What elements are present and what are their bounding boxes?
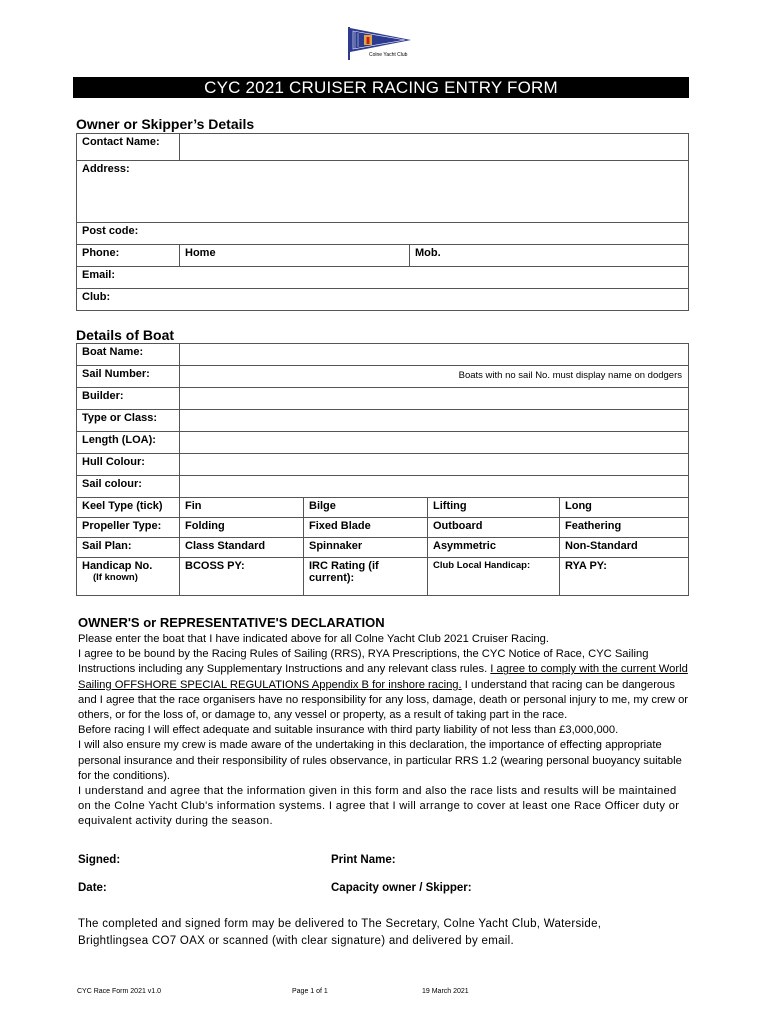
- irc-rating-label: IRC Rating (if current):: [309, 560, 379, 584]
- propeller-option-outboard[interactable]: Outboard: [428, 518, 560, 538]
- irc-rating-field[interactable]: [304, 558, 428, 596]
- mobile-phone-field[interactable]: [410, 245, 689, 267]
- rya-py-field[interactable]: [560, 558, 689, 596]
- type-class-label: Type or Class:: [77, 410, 180, 432]
- keel-option-fin[interactable]: Fin: [180, 498, 304, 518]
- delivery-instructions: [78, 916, 678, 950]
- hull-colour-field[interactable]: [180, 454, 689, 476]
- type-class-field[interactable]: [180, 410, 689, 432]
- mob-label: Mob.: [415, 247, 441, 259]
- bcoss-py-field[interactable]: [180, 558, 304, 596]
- capacity-label: Capacity owner / Skipper:: [331, 882, 472, 894]
- builder-label: Builder:: [77, 388, 180, 410]
- propeller-type-label: Propeller Type:: [77, 518, 180, 538]
- post-code-field[interactable]: [77, 223, 689, 245]
- phone-label: Phone:: [77, 245, 180, 267]
- propeller-option-fixed-blade[interactable]: Fixed Blade: [304, 518, 428, 538]
- length-field[interactable]: [180, 432, 689, 454]
- boat-name-label: Boat Name:: [77, 344, 180, 366]
- delivery-line-1: The completed and signed form may be delivered to The Secretary, Colne Yacht Club, Waterside,: [78, 918, 602, 930]
- sail-plan-option-class-standard[interactable]: Class Standard: [180, 538, 304, 558]
- rya-py-label: RYA PY:: [565, 560, 607, 572]
- builder-field[interactable]: [180, 388, 689, 410]
- sail-colour-field[interactable]: [180, 476, 689, 498]
- declaration-osr-requirement: I agree to comply with the current World Sailing OFFSHORE SPECIAL REGULATIONS Appendix B for inshore racing.: [78, 663, 688, 691]
- keel-type-label: Keel Type (tick): [77, 498, 180, 518]
- keel-option-bilge[interactable]: Bilge: [304, 498, 428, 518]
- length-label: Length (LOA):: [77, 432, 180, 454]
- sail-plan-option-asymmetric[interactable]: Asymmetric: [428, 538, 560, 558]
- signed-label: Signed:: [78, 854, 121, 866]
- footer-page-number: Page 1 of 1: [292, 988, 328, 995]
- declaration-p1: Please enter the boat that I have indicated above for all Colne Yacht Club 2021 Cruiser Racing.: [78, 633, 549, 645]
- footer-date: 19 March 2021: [422, 988, 469, 995]
- boat-details-table: [76, 343, 689, 596]
- owner-details-table: [76, 133, 689, 311]
- sail-plan-label: Sail Plan:: [77, 538, 180, 558]
- propeller-option-feathering[interactable]: Feathering: [560, 518, 689, 538]
- logo-caption: Colne Yacht Club: [369, 52, 408, 58]
- sail-number-field[interactable]: [180, 366, 689, 388]
- sail-plan-option-non-standard[interactable]: Non-Standard: [560, 538, 689, 558]
- handicap-sublabel: (If known): [93, 572, 138, 583]
- sail-number-note: Boats with no sail No. must display name on dodgers: [458, 370, 682, 381]
- email-field[interactable]: [77, 267, 689, 289]
- declaration-p4: I will also ensure my crew is made aware of the undertaking in this declaration, the importance of effecting appropriate personal insurance and their responsibility of rules observance, in particular RRS 1.2 (wearing personal buoyancy suitable for the conditions).: [78, 739, 682, 782]
- club-local-handicap-field[interactable]: [428, 558, 560, 596]
- address-field[interactable]: [77, 161, 689, 223]
- form-title: CYC 2021 CRUISER RACING ENTRY FORM: [73, 77, 689, 98]
- keel-option-long[interactable]: Long: [560, 498, 689, 518]
- club-field[interactable]: [77, 289, 689, 311]
- footer-form-version: CYC Race Form 2021 v1.0: [77, 988, 162, 995]
- club-logo: [347, 26, 415, 62]
- home-label: Home: [185, 247, 216, 259]
- date-label: Date:: [78, 882, 107, 894]
- sail-colour-label: Sail colour:: [77, 476, 180, 498]
- handicap-label: Handicap No.: [82, 560, 153, 572]
- declaration-p5: I understand and agree that the information given in this form and also the race lists and results will be maintained on the Colne Yacht Club's information systems. I agree that I will arrange to cover at least one Race Officer duty or equivalent activity during the season.: [78, 785, 680, 828]
- home-phone-field[interactable]: [180, 245, 410, 267]
- boat-section-heading: Details of Boat: [76, 327, 175, 343]
- print-name-label: Print Name:: [331, 854, 396, 866]
- owner-section-heading: Owner or Skipper’s Details: [76, 116, 255, 132]
- contact-name-label: Contact Name:: [77, 134, 180, 161]
- bcoss-py-label: BCOSS PY:: [185, 560, 245, 572]
- keel-option-lifting[interactable]: Lifting: [428, 498, 560, 518]
- club-label: Club:: [82, 291, 111, 303]
- post-code-label: Post code:: [82, 225, 139, 237]
- declaration-p2-end: I understand that racing can be dangerous and I agree that the race organisers have no responsibility for any loss, damage, death or personal injury to me, my crew or others, or for the loss of, or damage to, any vessel or property, as a result of taking part in the race.: [78, 678, 689, 722]
- declaration-heading: OWNER'S or REPRESENTATIVE'S DECLARATION: [78, 615, 385, 630]
- declaration-p3: Before racing I will effect adequate and suitable insurance with third party liability of not less than £3,000,000.: [78, 724, 619, 737]
- boat-name-field[interactable]: [180, 344, 689, 366]
- address-label: Address:: [82, 163, 130, 175]
- declaration-p2-start: I agree to be bound by the Racing Rules of Sailing (RRS), RYA Prescriptions, the CYC Notice of Race, CYC Sailing Instructions including any Supplementary Instructions and any relevant class rules.: [78, 648, 649, 676]
- delivery-line-2: Brightlingsea CO7 OAX or scanned (with clear signature) and delivered by email.: [78, 935, 514, 947]
- email-label: Email:: [82, 269, 116, 281]
- declaration-text: [78, 632, 690, 830]
- sail-plan-option-spinnaker[interactable]: Spinnaker: [304, 538, 428, 558]
- declaration-p2: [78, 647, 690, 723]
- sail-number-label: Sail Number:: [77, 366, 180, 388]
- propeller-option-folding[interactable]: Folding: [180, 518, 304, 538]
- handicap-label-cell: [77, 558, 180, 596]
- contact-name-field[interactable]: [180, 134, 689, 161]
- club-local-handicap-label: Club Local Handicap:: [433, 560, 531, 571]
- hull-colour-label: Hull Colour:: [77, 454, 180, 476]
